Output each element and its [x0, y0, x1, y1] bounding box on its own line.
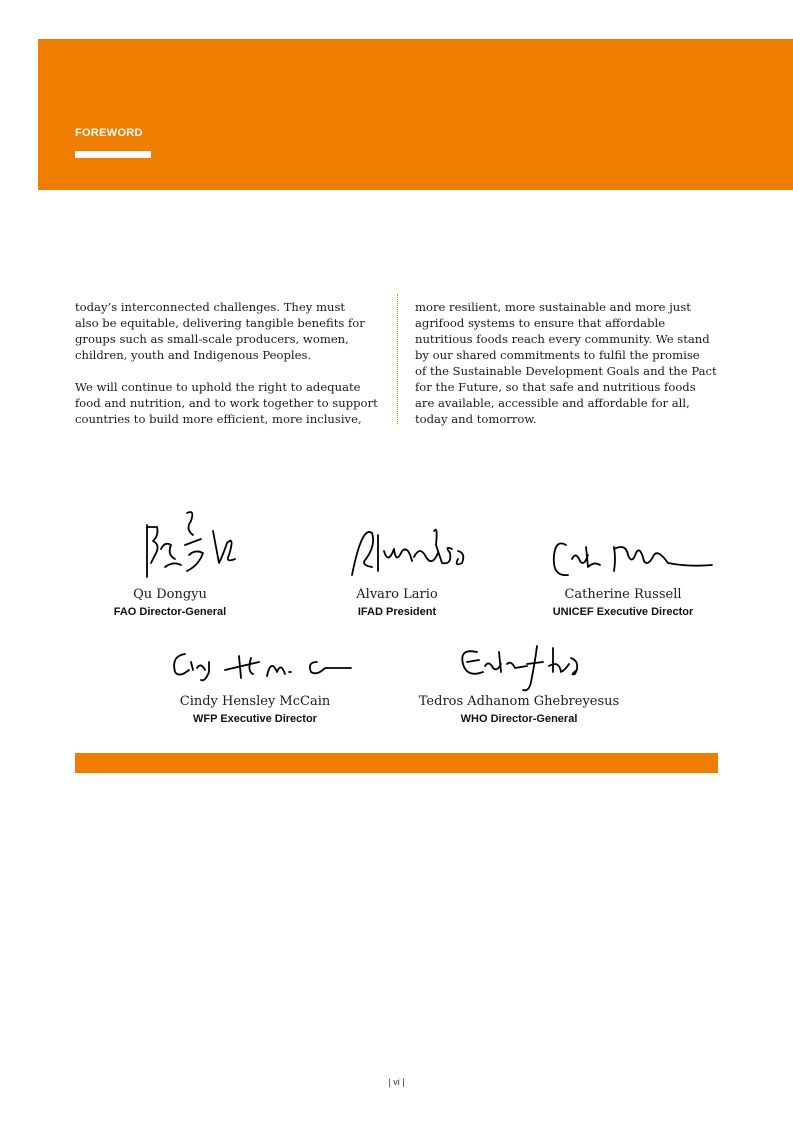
body-left-column — [75, 299, 395, 443]
body-paragraph: We will continue to uphold the right to adequate food and nutrition, and to work together to support countries to build more efficient, more inclusive, — [75, 380, 378, 426]
signatory-title: UNICEF Executive Director — [552, 606, 694, 618]
signatory-block — [508, 505, 738, 619]
header-band — [38, 39, 793, 190]
column-divider — [397, 294, 398, 424]
signature-image — [95, 505, 245, 585]
signature-image — [528, 505, 718, 585]
signature-image — [419, 632, 619, 692]
signatory-title: FAO Director-General — [113, 606, 227, 618]
signatory-name: Cindy Hensley McCain — [179, 694, 331, 709]
footer-band — [75, 753, 718, 773]
body-paragraph: more resilient, more sustainable and more just agrifood systems to ensure that affordable nutritious foods reach every community. We stand by our shared commitments to fulfil the promise of the Sustainable Development Goals and the Pact for the Future, so that safe and nutritious foods are available, accessible and affordable for all, today and tomorrow. — [415, 300, 717, 426]
signature-image — [155, 632, 355, 692]
signatory-name: Catherine Russell — [564, 587, 682, 602]
signatory-block — [404, 632, 634, 726]
signatory-block — [282, 505, 512, 619]
signatory-name: Alvaro Lario — [356, 587, 438, 602]
body-right-column — [415, 299, 735, 443]
signatory-name: Tedros Adhanom Ghebreyesus — [418, 694, 620, 709]
section-label: FOREWORD — [75, 127, 143, 139]
signatory-title: IFAD President — [357, 606, 437, 618]
section-label-underline — [75, 151, 151, 158]
signature-image — [322, 505, 472, 585]
signatory-block — [55, 505, 285, 619]
page-number: | vi | — [388, 1077, 405, 1087]
body-paragraph: today’s interconnected challenges. They must also be equitable, delivering tangible benefits for groups such as small-scale producers, women, children, youth and Indigenous Peoples. — [75, 300, 365, 362]
signatory-title: WHO Director-General — [460, 713, 578, 725]
signatory-title: WFP Executive Director — [193, 713, 317, 725]
signatory-name: Qu Dongyu — [133, 587, 207, 602]
signatory-block — [140, 632, 370, 726]
